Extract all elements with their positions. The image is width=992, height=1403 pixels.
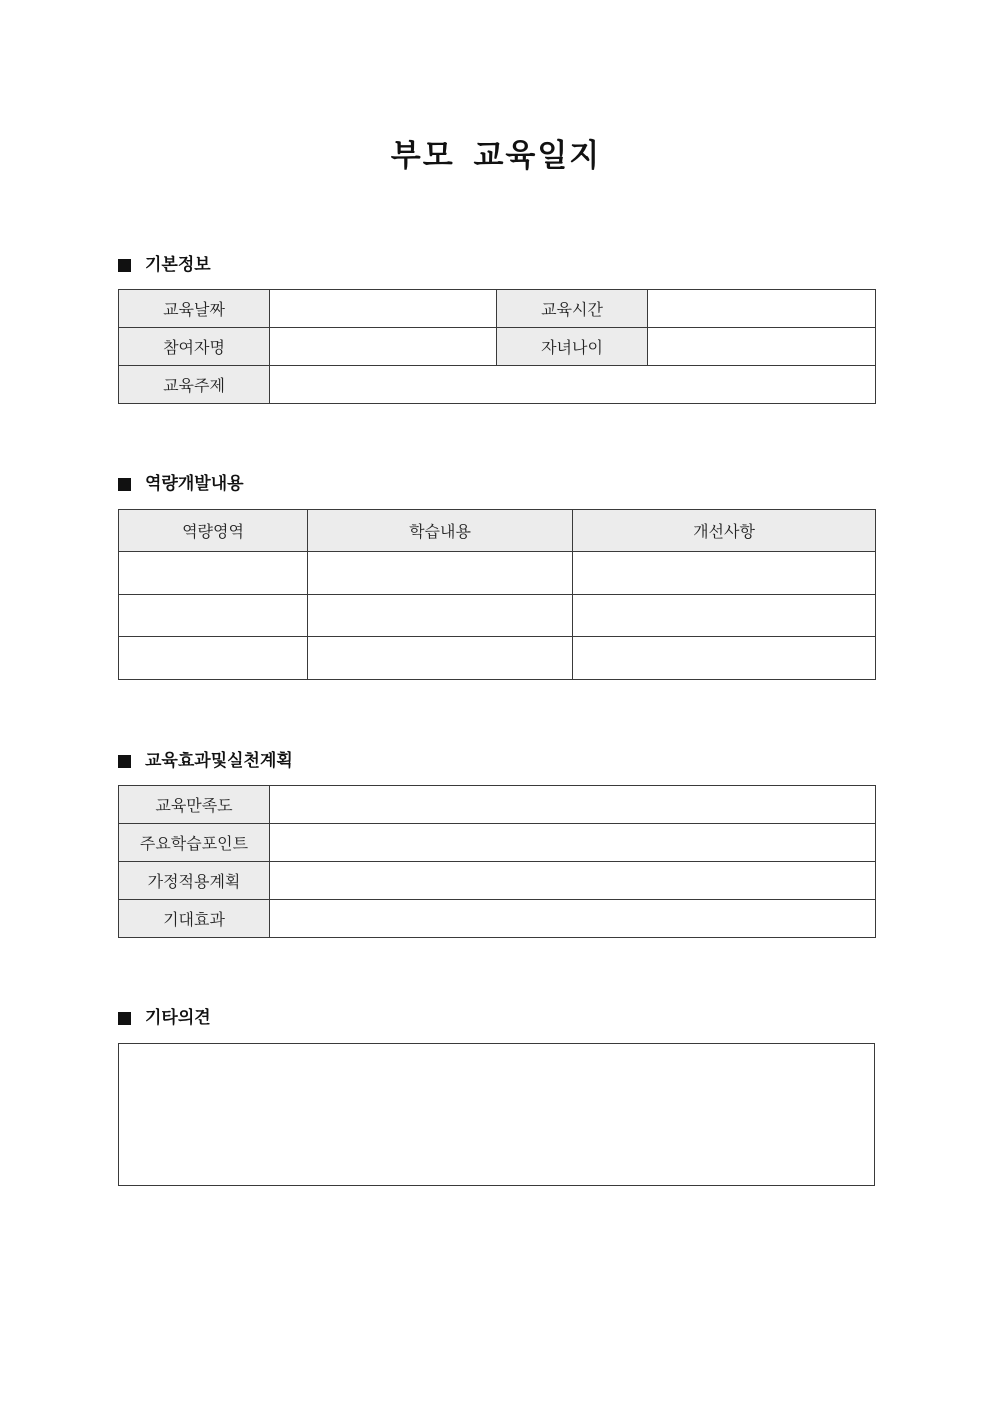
competency-table xyxy=(118,509,876,680)
table-row xyxy=(119,290,876,328)
effect-plan-table xyxy=(118,785,876,938)
other-opinion-textarea[interactable] xyxy=(118,1043,875,1186)
table-row xyxy=(119,786,876,824)
satisfaction-label: 교육만족도 xyxy=(119,786,270,824)
competency-area-cell[interactable] xyxy=(119,552,308,595)
section-heading-competency xyxy=(118,471,244,497)
edu-date-label: 교육날짜 xyxy=(119,290,270,328)
section-heading-label: 기타의견 xyxy=(145,1008,211,1028)
expected-effect-field[interactable] xyxy=(270,900,876,938)
edu-time-label: 교육시간 xyxy=(497,290,648,328)
table-header-row xyxy=(119,510,876,552)
learning-content-cell[interactable] xyxy=(308,595,573,637)
key-points-field[interactable] xyxy=(270,824,876,862)
expected-effect-label: 기대효과 xyxy=(119,900,270,938)
section-heading-label: 역량개발내용 xyxy=(145,474,244,494)
edu-time-field[interactable] xyxy=(648,290,876,328)
competency-area-cell[interactable] xyxy=(119,637,308,680)
section-heading-basic-info xyxy=(118,252,211,278)
participant-name-label: 참여자명 xyxy=(119,328,270,366)
black-square-icon xyxy=(118,478,131,491)
basic-info-table xyxy=(118,289,876,404)
table-row xyxy=(119,595,876,637)
satisfaction-field[interactable] xyxy=(270,786,876,824)
section-heading-other-opinion xyxy=(118,1005,211,1031)
edu-topic-label: 교육주제 xyxy=(119,366,270,404)
section-heading-effect-plan xyxy=(118,748,293,774)
section-heading-label: 기본정보 xyxy=(145,255,211,275)
column-header-improvements: 개선사항 xyxy=(573,510,876,552)
table-row xyxy=(119,328,876,366)
child-age-label: 자녀나이 xyxy=(497,328,648,366)
table-row xyxy=(119,900,876,938)
improvements-cell[interactable] xyxy=(573,637,876,680)
improvements-cell[interactable] xyxy=(573,552,876,595)
black-square-icon xyxy=(118,755,131,768)
learning-content-cell[interactable] xyxy=(308,552,573,595)
black-square-icon xyxy=(118,259,131,272)
table-row xyxy=(119,862,876,900)
table-row xyxy=(119,637,876,680)
participant-name-field[interactable] xyxy=(270,328,497,366)
table-row xyxy=(119,552,876,595)
competency-area-cell[interactable] xyxy=(119,595,308,637)
home-plan-field[interactable] xyxy=(270,862,876,900)
edu-topic-field[interactable] xyxy=(270,366,876,404)
home-plan-label: 가정적용계획 xyxy=(119,862,270,900)
improvements-cell[interactable] xyxy=(573,595,876,637)
child-age-field[interactable] xyxy=(648,328,876,366)
learning-content-cell[interactable] xyxy=(308,637,573,680)
column-header-competency-area: 역량영역 xyxy=(119,510,308,552)
section-heading-label: 교육효과및실천계획 xyxy=(145,751,293,771)
table-row xyxy=(119,366,876,404)
table-row xyxy=(119,824,876,862)
page-title: 부모 교육일지 xyxy=(390,138,602,174)
edu-date-field[interactable] xyxy=(270,290,497,328)
column-header-learning-content: 학습내용 xyxy=(308,510,573,552)
key-points-label: 주요학습포인트 xyxy=(119,824,270,862)
black-square-icon xyxy=(118,1012,131,1025)
